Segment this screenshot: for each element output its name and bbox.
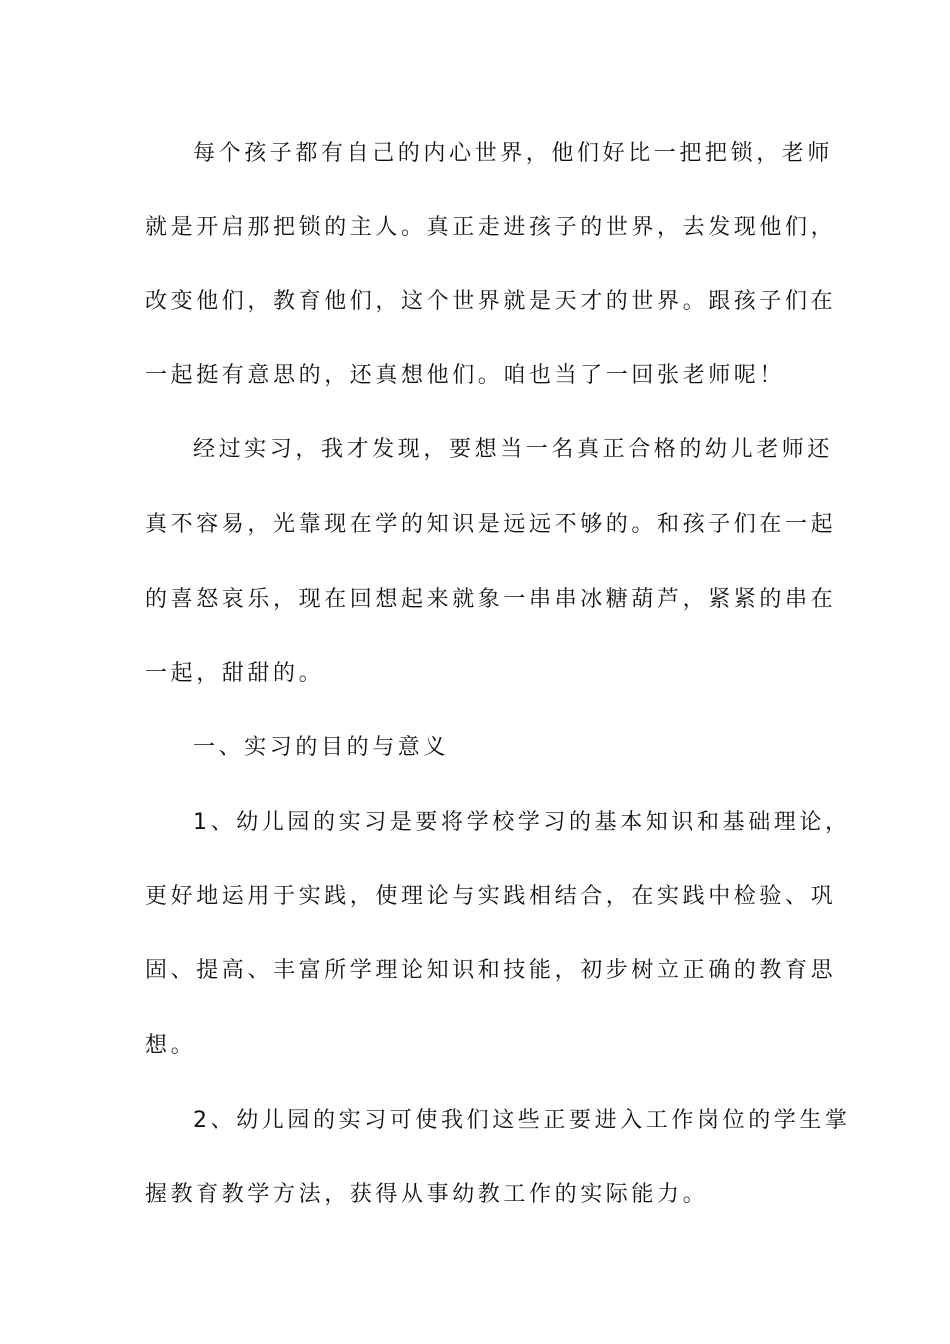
- paragraph-3-line-3: 固、提高、丰富所学理论知识和技能，初步树立正确的教育思: [145, 958, 837, 983]
- paragraph-1-line-4: 一起挺有意思的，还真想他们。咱也当了一回张老师呢！: [145, 363, 786, 388]
- section-heading: 一、实习的目的与意义: [193, 735, 450, 760]
- paragraph-3-line-4: 想。: [145, 1033, 197, 1058]
- paragraph-3-line-2: 更好地运用于实践，使理论与实践相结合，在实践中检验、巩: [145, 884, 837, 909]
- paragraph-1-line-2: 就是开启那把锁的主人。真正走进孩子的世界，去发现他们，: [145, 215, 837, 240]
- paragraph-1-line-3: 改变他们，教育他们，这个世界就是天才的世界。跟孩子们在: [145, 289, 837, 314]
- paragraph-2-line-4: 一起，甜甜的。: [145, 661, 325, 686]
- paragraph-4-line-2: 握教育教学方法，获得从事幼教工作的实际能力。: [145, 1182, 709, 1207]
- paragraph-1-line-1: 每个孩子都有自己的内心世界，他们好比一把把锁，老师: [193, 141, 834, 166]
- paragraph-2-line-2: 真不容易，光靠现在学的知识是远远不够的。和孩子们在一起: [145, 512, 837, 537]
- paragraph-2-line-3: 的喜怒哀乐，现在回想起来就象一串串冰糖葫芦，紧紧的串在: [145, 587, 837, 612]
- paragraph-3-line-1: 1、幼儿园的实习是要将学校学习的基本知识和基础理论，: [193, 810, 851, 835]
- paragraph-2-line-1: 经过实习，我才发现，要想当一名真正合格的幼儿老师还: [193, 437, 834, 462]
- paragraph-4-line-1: 2、幼儿园的实习可使我们这些正要进入工作岗位的学生掌: [193, 1108, 851, 1133]
